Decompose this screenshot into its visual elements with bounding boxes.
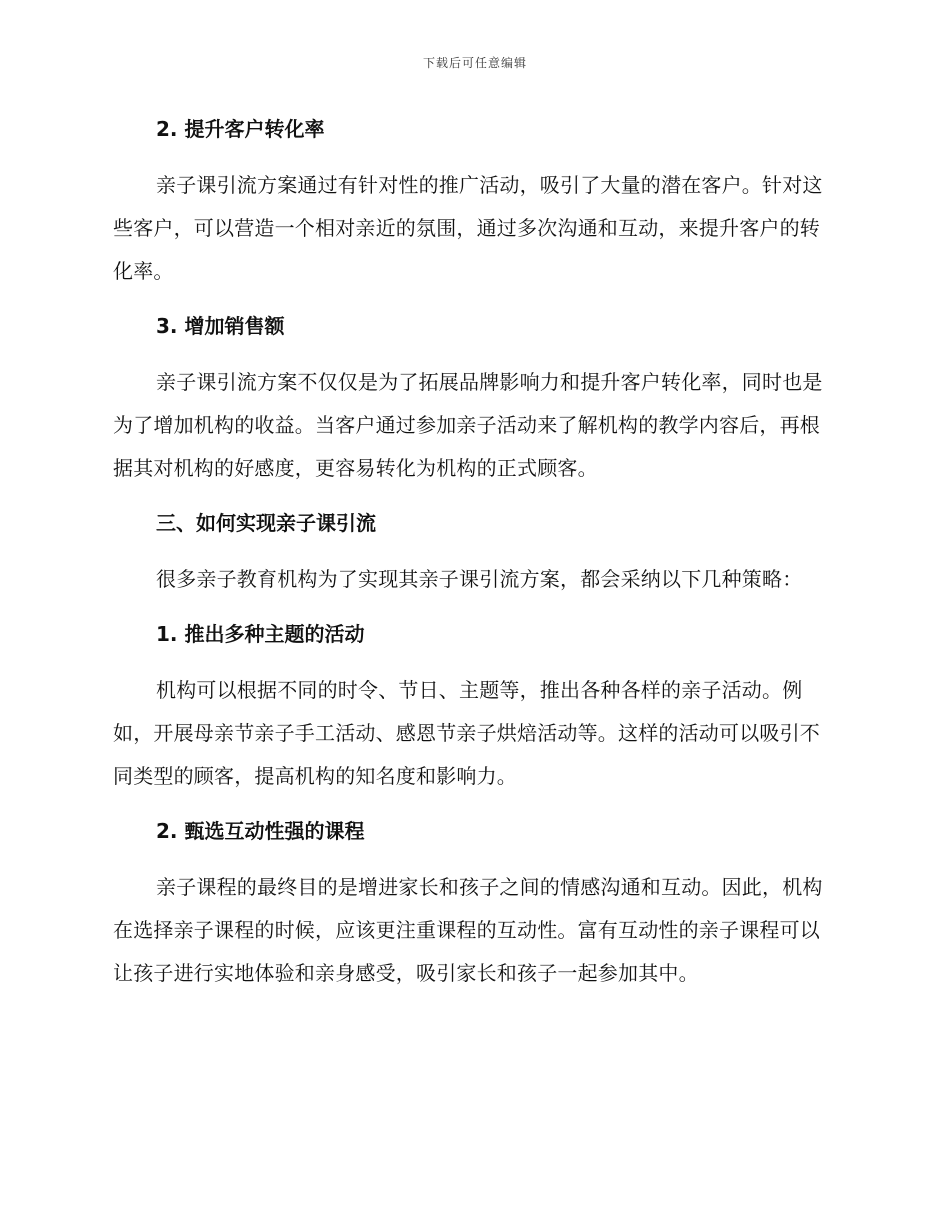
section-paragraph: 亲子课引流方案不仅仅是为了拓展品牌影响力和提升客户转化率，同时也是为了增加机构的收益。当客户通过参加亲子活动来了解机构的教学内容后，再根据其对机构的好感度，更容易转化为机构的正式顾客。	[113, 370, 823, 480]
section-paragraph: 很多亲子教育机构为了实现其亲子课引流方案，都会采纳以下几种策略：	[156, 567, 803, 591]
section-conversion-rate	[113, 112, 833, 309]
section-interactive-courses	[113, 814, 833, 995]
section-heading: 2. 甄选互动性强的课程	[156, 819, 365, 843]
section-heading: 2. 提升客户转化率	[156, 117, 325, 141]
section-heading: 1. 推出多种主题的活动	[156, 622, 365, 646]
section-paragraph: 机构可以根据不同的时令、节日、主题等，推出各种各样的亲子活动。例如，开展母亲节亲子手工活动、感恩节亲子烘焙活动等。这样的活动可以吸引不同类型的顾客，提高机构的知名度和影响力。	[113, 678, 820, 788]
section-heading: 3. 增加销售额	[156, 314, 285, 338]
section-themed-activities	[113, 617, 833, 814]
section-paragraph: 亲子课引流方案通过有针对性的推广活动，吸引了大量的潜在客户。针对这些客户，可以营造一个相对亲近的氛围，通过多次沟通和互动，来提升客户的转化率。	[113, 173, 823, 283]
document-body	[113, 112, 833, 995]
section-heading: 三、如何实现亲子课引流	[156, 511, 376, 535]
section-how-to-implement	[113, 506, 833, 617]
section-paragraph: 亲子课程的最终目的是增进家长和孩子之间的情感沟通和互动。因此，机构在选择亲子课程的时候，应该更注重课程的互动性。富有互动性的亲子课程可以让孩子进行实地体验和亲身感受，吸引家长和孩子一起参加其中。	[113, 875, 823, 985]
section-increase-sales	[113, 309, 833, 506]
page-header: 下载后可任意编辑	[422, 56, 527, 70]
